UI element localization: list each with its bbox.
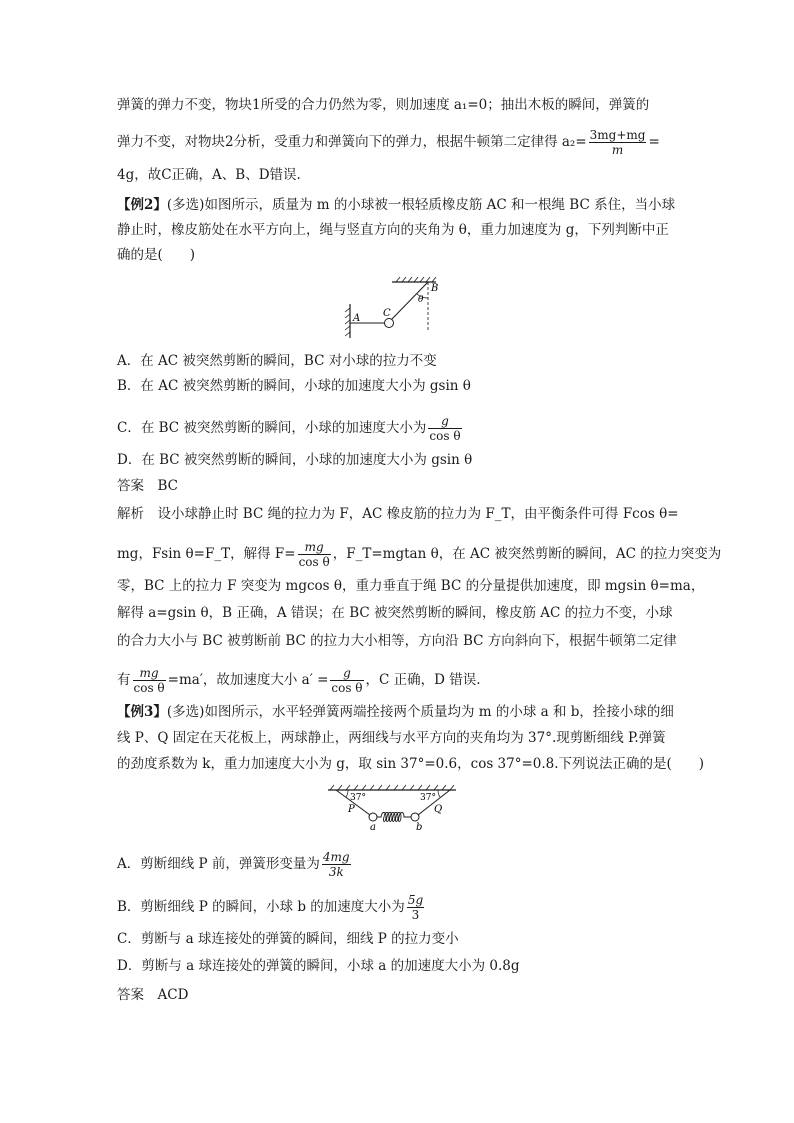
ex3-option-b-text: B．剪断细线 P 的瞬间，小球 b 的加速度大小为 [117, 899, 405, 915]
ex3-option-b-frac [407, 893, 424, 922]
para1-fraction [589, 128, 647, 157]
para1-line2-text: 弹力不变，对物块2分析，受重力和弹簧向下的弹力，根据牛顿第二定律得 a₂= [117, 134, 587, 150]
ex2-analysis2-den: cos θ [298, 555, 330, 569]
ex2-analysis6-frac2 [330, 666, 363, 695]
ex2-option-c-text: C．在 BC 被突然剪断的瞬间，小球的加速度大小为 [117, 420, 427, 436]
ball [385, 319, 394, 328]
para1-line2-post: = [648, 134, 660, 150]
ceiling-hatch [396, 277, 436, 282]
label-a: A [353, 313, 361, 324]
para1-line1: 弹簧的弹力不变，物块1所受的合力仍然为零，则加速度 a₁=0；抽出木板的瞬间，弹簧的 [117, 97, 650, 113]
ex3-option-a-den: 3k [328, 865, 344, 879]
label-angle-right: 37° [420, 793, 436, 803]
ex2-question-line2: 静止时，橡皮筋处在水平方向上，绳与竖直方向的夹角为 θ，重力加速度为 g，下列判断中正 [117, 222, 669, 238]
angle-arc-left [346, 790, 348, 797]
ex2-analysis-line5: 的合力大小与 BC 被剪断前 BC 的拉力大小相等，方向沿 BC 方向斜向下，根据牛顿第二定律 [117, 633, 677, 649]
para1-frac-num: 3mg+mg [589, 128, 646, 142]
ex3-option-a-frac [322, 850, 351, 879]
para1-frac-den: m [611, 143, 624, 157]
ex2-analysis6-den1: cos θ [133, 681, 165, 695]
ball-a [369, 813, 377, 821]
ex3-option-b [117, 893, 426, 922]
ex3-question-line1 [117, 703, 674, 721]
spring [377, 813, 411, 822]
ex2-option-c-num: g [428, 414, 461, 429]
label-q: Q [434, 804, 443, 815]
ex2-analysis2-frac [298, 540, 331, 569]
ex3-figure [324, 782, 460, 832]
ex3-option-b-num: 5g [407, 893, 424, 907]
label-angle-left: 37° [350, 793, 366, 803]
label-theta: θ [418, 295, 424, 305]
para1-line2 [117, 128, 660, 157]
ex2-analysis6-num2: g [330, 666, 363, 681]
label-ball-b: b [416, 822, 423, 832]
ex2-option-b: B．在 AC 被突然剪断的瞬间，小球的加速度大小为 gsin θ [117, 378, 471, 394]
ex2-analysis6-num1: mg [133, 666, 166, 681]
ball-b [411, 813, 419, 821]
ex3-option-a-num: 4mg [322, 850, 350, 864]
ex2-analysis6-frac1 [133, 666, 166, 695]
wall-hatch [345, 308, 350, 336]
ceiling-hatch [330, 785, 454, 790]
label-ball-a: a [370, 822, 376, 832]
ex2-analysis6-mid: =ma′，故加速度大小 a′ = [167, 672, 329, 688]
ex2-analysis6-pre: 有 [117, 672, 131, 688]
ex2-option-c-frac [428, 414, 461, 443]
ex2-question-line3: 确的是( ) [117, 247, 196, 263]
ex2-question-line1 [117, 196, 675, 214]
ex2-tag: 【例2】 [117, 197, 167, 213]
ex2-analysis2-post: ，F_T=mgtan θ，在 AC 被突然剪断的瞬间，AC 的拉力突变为 [332, 546, 722, 562]
ex2-analysis6-post: ，C 正确，D 错误. [365, 672, 481, 688]
label-p: P [348, 804, 355, 815]
ex3-question-line3: 的劲度系数为 k，重力加速度大小为 g，取 sin 37°=0.6，cos 37°=0.8.下列说法正确的是( ) [117, 756, 705, 772]
ex3-option-b-den: 3 [411, 908, 420, 922]
ex2-line1-text: (多选)如图所示，质量为 m 的小球被一根轻质橡皮筋 AC 和一根绳 BC 系住，当小球 [166, 197, 676, 213]
ex2-option-d: D．在 BC 被突然剪断的瞬间，小球的加速度大小为 gsin θ [117, 452, 473, 468]
ex3-tag: 【例3】 [117, 704, 167, 720]
ex2-analysis-line4: 解得 a=gsin θ，B 正确，A 错误；在 BC 被突然剪断的瞬间，橡皮筋 AC 的拉力不变，小球 [117, 605, 673, 621]
ex2-figure [340, 274, 440, 340]
ex2-answer: 答案 BC [117, 478, 179, 494]
para1-line3: 4g，故C正确，A、B、D错误. [117, 167, 301, 183]
ex2-analysis2-num: mg [298, 540, 331, 555]
ex2-option-c [117, 414, 464, 443]
ex2-analysis-line6 [117, 666, 481, 695]
ex3-option-a-text: A．剪断细线 P 前，弹簧形变量为 [117, 856, 320, 872]
ex3-option-d: D．剪断与 a 球连接处的弹簧的瞬间，小球 a 的加速度大小为 0.8g [117, 958, 520, 974]
ex2-analysis-line2 [117, 540, 721, 569]
ex2-analysis-line3: 零，BC 上的拉力 F 突变为 mgcos θ，重力垂直于绳 BC 的分量提供加速度，即 mgsin θ=ma， [117, 578, 705, 594]
label-b: B [431, 283, 439, 294]
ex2-analysis-line1: 解析 设小球静止时 BC 绳的拉力为 F，AC 橡皮筋的拉力为 F_T，由平衡条件可得 Fcos θ= [117, 506, 679, 522]
ex3-line1-text: (多选)如图所示，水平轻弹簧两端拴接两个质量均为 m 的小球 a 和 b，拴接小球的细 [166, 704, 674, 720]
ex2-option-a: A．在 AC 被突然剪断的瞬间，BC 对小球的拉力不变 [117, 353, 437, 369]
ex2-analysis2-text: mg，Fsin θ=F_T，解得 F= [117, 546, 296, 562]
ex3-option-a [117, 850, 353, 879]
ex2-analysis6-den2: cos θ [331, 681, 363, 695]
ex3-question-line2: 线 P、Q 固定在天花板上，两球静止，两细线与水平方向的夹角均为 37°.现剪断细线 P.弹簧 [117, 730, 666, 746]
ex2-option-c-den: cos θ [429, 429, 461, 443]
label-c: C [383, 308, 391, 319]
angle-arc-right [438, 790, 440, 797]
ex3-answer: 答案 ACD [117, 987, 189, 1003]
ex3-option-c: C．剪断与 a 球连接处的弹簧的瞬间，细线 P 的拉力变小 [117, 931, 459, 947]
